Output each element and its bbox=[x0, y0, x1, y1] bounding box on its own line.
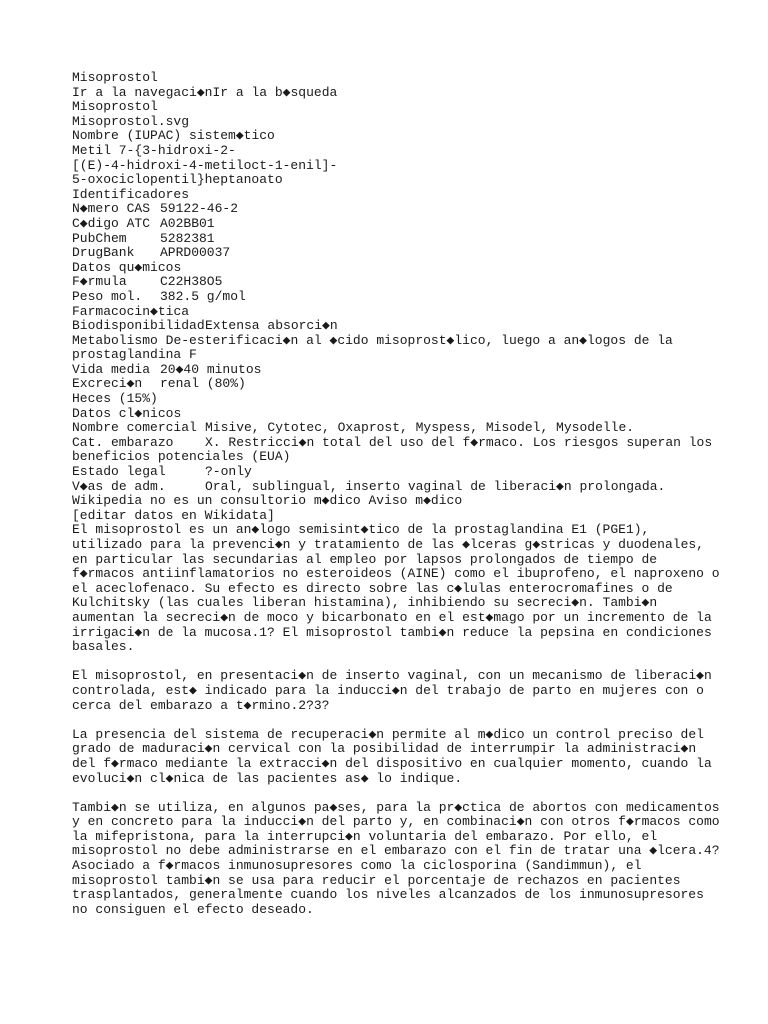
identifier-row-cas bbox=[72, 202, 712, 217]
chemical-key: Peso mol. bbox=[72, 288, 143, 304]
medical-disclaimer[interactable]: Wikipedia no es un consultorio m◆dico Aviso m◆dico bbox=[72, 493, 463, 509]
pregnancy-category-key: Cat. embarazo bbox=[72, 434, 174, 450]
trade-name-key: Nombre comercial bbox=[72, 420, 197, 436]
paragraph-line: y en concreto para la inducci◆n del parto y, en combinaci◆n con otros f◆rmacos como bbox=[72, 814, 720, 830]
identifier-key: C◆digo ATC bbox=[72, 215, 151, 231]
document-title: Misoprostol bbox=[72, 70, 158, 85]
identifier-key: N◆mero CAS bbox=[72, 201, 151, 217]
excretion-key: Excreci◆n bbox=[72, 376, 143, 392]
structure-image-name[interactable]: Misoprostol.svg bbox=[72, 113, 190, 129]
identifier-key: PubChem bbox=[72, 230, 127, 246]
paragraph-line: basales. bbox=[72, 639, 135, 655]
article-paragraph bbox=[72, 522, 720, 655]
half-life-key: Vida media bbox=[72, 361, 151, 377]
clinical-data-heading: Datos cl◆nicos bbox=[72, 405, 182, 421]
paragraph-line: controlada, est◆ indicado para la inducci◆n del trabajo de parto en mujeres con o bbox=[72, 682, 704, 698]
paragraph-line: trasplantados, generalmente cuando los niveles alcanzados de los inmunosupresores bbox=[72, 887, 704, 903]
chemical-row-formula bbox=[72, 275, 712, 290]
paragraph-line: misoprostol no debe administrarse en el embarazo con el fin de tratar una ◆lcera.4? bbox=[72, 843, 720, 859]
paragraph-line: aumentan la secreci◆n de moco y bicarbonato en el est◆mago por un incremento de la bbox=[72, 609, 712, 625]
paragraph-line: La presencia del sistema de recuperaci◆n permite al m◆dico un control preciso del bbox=[72, 726, 704, 742]
half-life-value: 20◆40 minutos bbox=[160, 361, 262, 377]
identifier-value[interactable]: APRD00037 bbox=[160, 245, 231, 261]
metabolism-value-cont: prostaglandina F bbox=[72, 347, 197, 363]
identifier-value[interactable]: 5282381 bbox=[160, 230, 215, 246]
paragraph-line: El misoprostol es un an◆logo semisint◆tico de la prostaglandina E1 (PGE1), bbox=[72, 522, 650, 538]
paragraph-gap bbox=[72, 786, 712, 801]
pregnancy-category-row bbox=[72, 436, 712, 451]
bioavailability-row bbox=[72, 319, 712, 334]
identifier-row-drugbank bbox=[72, 246, 712, 261]
identifier-value[interactable]: 59122-46-2 bbox=[160, 201, 239, 217]
paragraph-gap bbox=[72, 713, 712, 728]
paragraph-line: del f◆rmaco mediante la extracci◆n del dispositivo en cualquier momento, cuando la bbox=[72, 755, 712, 771]
edit-wikidata-link[interactable]: [editar datos en Wikidata] bbox=[72, 507, 275, 523]
paragraph-line: irrigaci◆n de la mucosa.1? El misoprostol tambi◆n reduce la pepsina en condiciones bbox=[72, 624, 712, 640]
navigation-links[interactable]: Ir a la navegaci◆nIr a la b◆squeda bbox=[72, 84, 338, 100]
paragraph-line: Kulchitsky (las cuales liberan histamina), inhibiendo su secreci◆n. Tambi◆n bbox=[72, 595, 658, 611]
metabolism-key: Metabolismo bbox=[72, 332, 158, 348]
paragraph-line: Tambi◆n se utiliza, en algunos pa◆ses, para la pr◆ctica de abortos con medicamentos bbox=[72, 799, 720, 815]
article-paragraph bbox=[72, 728, 712, 786]
iupac-name-line-1: Metil 7-{3-hidroxi-2- bbox=[72, 142, 236, 158]
paragraph-line: no consiguen el efecto deseado. bbox=[72, 901, 314, 917]
metabolism-value: De-esterificaci◆n al ◆cido misoprost◆lico, luego a an◆logos de la bbox=[165, 332, 673, 348]
chemical-data-heading: Datos qu◆micos bbox=[72, 259, 182, 275]
article-paragraph bbox=[72, 799, 720, 918]
document-body bbox=[72, 70, 720, 917]
article-paragraphs bbox=[72, 522, 720, 917]
paragraph-line: evoluci◆n cl◆nica de las pacientes as◆ lo indique. bbox=[72, 770, 463, 786]
pharmacokinetics-heading: Farmacocin◆tica bbox=[72, 303, 190, 319]
identifier-row-atc bbox=[72, 217, 712, 232]
paragraph-line: la mifepristona, para la interrupci◆n voluntaria del embarazo. Por ello, el bbox=[72, 828, 658, 844]
bioavailability-value: Extensa absorci◆n bbox=[205, 318, 338, 334]
half-life-row bbox=[72, 363, 712, 378]
paragraph-gap bbox=[72, 655, 712, 670]
iupac-name-line-2: [(E)-4-hidroxi-4-metiloct-1-enil]- bbox=[72, 157, 338, 173]
identifier-key: DrugBank bbox=[72, 245, 135, 261]
paragraph-line: El misoprostol, en presentaci◆n de inserto vaginal, con un mecanismo de liberaci◆n bbox=[72, 668, 712, 684]
excretion-value: renal (80%) bbox=[160, 376, 246, 392]
pregnancy-category-value-cont: beneficios potenciales (EUA) bbox=[72, 449, 291, 465]
paragraph-line: f◆rmacos antiinflamatorios no esteroideos (AINE) como el ibuprofeno, el naproxeno o bbox=[72, 566, 720, 582]
identifiers-heading: Identificadores bbox=[72, 186, 190, 202]
chemical-row-mass bbox=[72, 290, 712, 305]
identifier-row-pubchem bbox=[72, 232, 712, 247]
paragraph-line: misoprostol tambi◆n se usa para reducir el porcentaje de rechazos en pacientes bbox=[72, 872, 681, 888]
paragraph-line: utilizado para la prevenci◆n y tratamiento de las ◆lceras g◆stricas y duodenales, bbox=[72, 537, 704, 552]
legal-status-key: Estado legal bbox=[72, 464, 166, 480]
chemical-key: F◆rmula bbox=[72, 274, 127, 290]
infobox-heading: Misoprostol bbox=[72, 99, 158, 115]
legal-status-value: ?-only bbox=[205, 464, 252, 480]
identifier-value[interactable]: A02BB01 bbox=[160, 215, 215, 231]
pregnancy-category-value: X. Restricci◆n total del uso del f◆rmaco. Los riesgos superan los bbox=[205, 434, 713, 450]
trade-name-row bbox=[72, 421, 712, 436]
routes-key: V◆as de adm. bbox=[72, 478, 166, 494]
paragraph-line: cerca del embarazo a t◆rmino.2?3? bbox=[72, 697, 330, 713]
trade-name-value: Misive, Cytotec, Oxaprost, Myspess, Misodel, Mysodelle. bbox=[205, 420, 635, 436]
chemical-value: C22H38O5 bbox=[160, 274, 223, 290]
routes-value: Oral, sublingual, inserto vaginal de liberaci◆n prolongada. bbox=[205, 478, 666, 494]
bioavailability-key: Biodisponibilidad bbox=[72, 318, 205, 334]
paragraph-line: Asociado a f◆rmacos inmunosupresores como la ciclosporina (Sandimmun), el bbox=[72, 858, 642, 874]
article-paragraph bbox=[72, 669, 712, 713]
routes-row bbox=[72, 480, 712, 495]
paragraph-line: en particular las secundarias al empleo por lapsos prolongados de tiempo de bbox=[72, 551, 658, 567]
paragraph-line: grado de maduraci◆n cervical con la posibilidad de interrumpir la administraci◆n bbox=[72, 741, 697, 757]
excretion-feces: Heces (15%) bbox=[72, 391, 158, 407]
legal-status-row bbox=[72, 465, 712, 480]
paragraph-line: el aceclofenaco. Su efecto es directo sobre las c◆lulas enterocromafines o de bbox=[72, 580, 673, 596]
metabolism-row bbox=[72, 334, 712, 349]
iupac-name-line-3: 5-oxociclopentil}heptanoato bbox=[72, 172, 283, 188]
excretion-row bbox=[72, 377, 712, 392]
iupac-label: Nombre (IUPAC) sistem◆tico bbox=[72, 128, 275, 144]
chemical-value: 382.5 g/mol bbox=[160, 288, 246, 304]
